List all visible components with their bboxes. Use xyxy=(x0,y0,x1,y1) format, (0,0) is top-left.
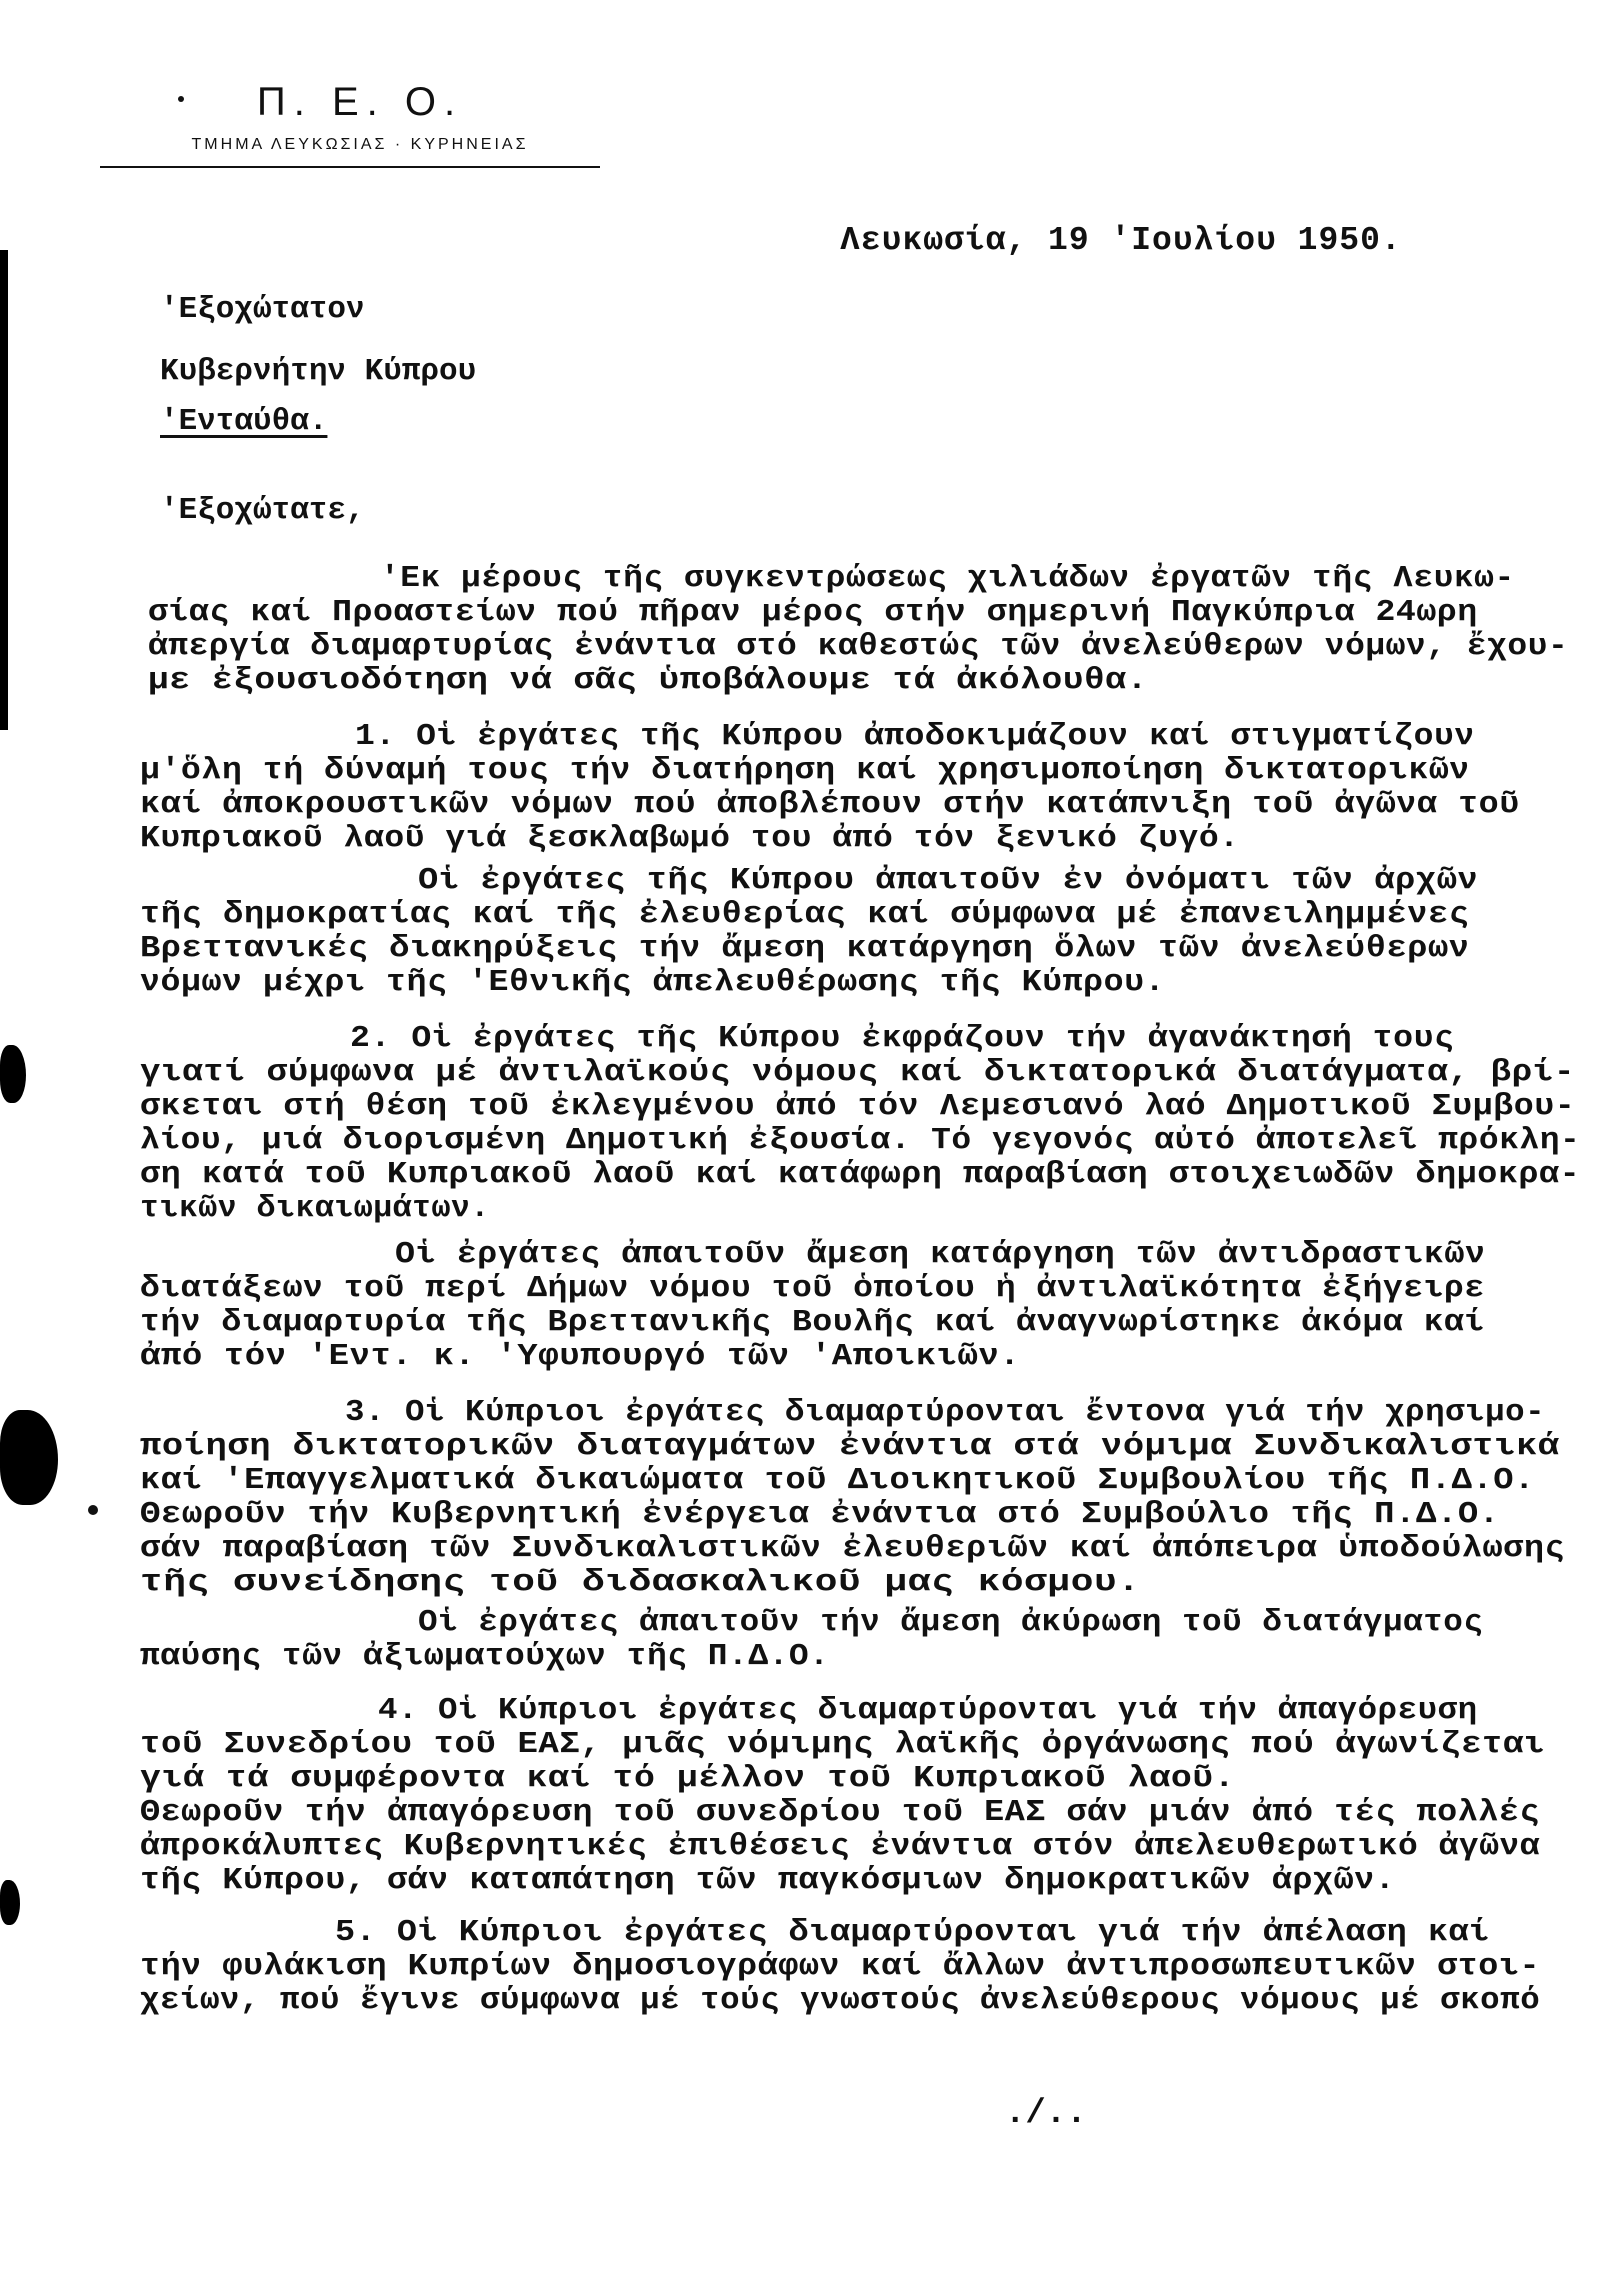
body-line: με ἐξουσιοδότηση νά σᾶς ὑποβάλουμε τά ἀκόλουθα. xyxy=(148,663,1148,698)
body-line: τικῶν δικαιωμάτων. xyxy=(140,1191,490,1226)
body-line: ἀπό τόν 'Εντ. κ. 'Υφυπουργό τῶν 'Αποικιῶν. xyxy=(140,1339,1021,1374)
scan-edge-mark xyxy=(0,250,8,730)
addressee-line-2: Κυβερνήτην Κύπρου xyxy=(160,354,477,389)
body-line: καί 'Επαγγελματικά δικαιώματα τοῦ Διοικητικοῦ Συμβουλίου τῆς Π.Δ.Ο. xyxy=(140,1463,1535,1498)
org-subtitle: ΤΜΗΜΑ ΛΕΥΚΩΣΙΑΣ · ΚΥΡΗΝΕΙΑΣ xyxy=(191,136,529,153)
body-line: τήν διαμαρτυρία τῆς Βρεττανικῆς Βουλῆς καί ἀναγνωρίστηκε ἀκόμα καί xyxy=(140,1305,1485,1340)
body-line: Βρεττανικές διακηρύξεις τήν ἄμεση κατάργηση ὅλων τῶν ἀνελεύθερων xyxy=(140,931,1470,966)
scan-edge-mark xyxy=(0,1880,20,1925)
body-line: τήν φυλάκιση Κυπρίων δημοσιογράφων καί ἄλλων ἀντιπροσωπευτικῶν στοι- xyxy=(140,1949,1541,1984)
org-name: Π. Ε. Ο. xyxy=(256,80,464,124)
body-line: 'Εκ μέρους τῆς συγκεντρώσεως χιλιάδων ἐργατῶν τῆς Λευκω- xyxy=(380,561,1515,596)
body-line: παύσης τῶν ἀξιωματούχων τῆς Π.Δ.Ο. xyxy=(140,1639,830,1674)
body-line: Οἱ ἐργάτες τῆς Κύπρου ἀπαιτοῦν ἐν ὀνόματι τῶν ἀρχῶν xyxy=(418,863,1479,898)
body-line: λίου, μιά διορισμένη Δημοτική ἐξουσία. Τό γεγονός αὐτό ἀποτελεῖ πρόκλη- xyxy=(140,1123,1581,1158)
body-line: καί ἀποκρουστικῶν νόμων πού ἀποβλέπουν στήν κατάπνιξη τοῦ ἀγῶνα τοῦ xyxy=(140,787,1520,822)
letterhead xyxy=(100,78,620,156)
body-line: ποίηση δικτατορικῶν διαταγμάτων ἐνάντια στά νόμιμα Συνδικαλιστικά xyxy=(140,1429,1560,1464)
body-line: Κυπριακοῦ λαοῦ γιά ξεσκλαβωμό του ἀπό τόν ξενικό ζυγό. xyxy=(140,821,1240,856)
body-line: Οἱ ἐργάτες ἀπαιτοῦν ἄμεση κατάργηση τῶν ἀντιδραστικῶν xyxy=(395,1237,1486,1272)
body-line: Θεωροῦν τήν ἀπαγόρευση τοῦ συνεδρίου τοῦ ΕΑΣ σάν μιάν ἀπό τές πολλές xyxy=(140,1795,1541,1830)
body-line: τῆς Κύπρου, σάν καταπάτηση τῶν παγκόσμιων δημοκρατικῶν ἀρχῶν. xyxy=(140,1863,1396,1898)
body-line: ση κατά τοῦ Κυπριακοῦ λαοῦ καί κατάφωρη παραβίαση στοιχειωδῶν δημοκρα- xyxy=(140,1157,1581,1192)
scan-edge-mark xyxy=(0,1045,26,1103)
body-line: τῆς δημοκρατίας καί τῆς ἐλευθερίας καί σύμφωνα μέ ἐπανειλημμένες xyxy=(140,897,1470,932)
body-line: 4. Οἱ Κύπριοι ἐργάτες διαμαρτύρονται γιά τήν ἀπαγόρευση xyxy=(378,1693,1478,1728)
body-line: διατάξεων τοῦ περί Δήμων νόμου τοῦ ὁποίου ἡ ἀντιλαϊκότητα ἐξήγειρε xyxy=(140,1271,1485,1306)
page-continuation-mark: ./.. xyxy=(1005,2095,1087,2133)
salutation: 'Εξοχώτατε, xyxy=(160,493,365,528)
body-line: μ'ὅλη τή δύναμή τους τήν διατήρηση καί χρησιμοποίηση δικτατορικῶν xyxy=(140,753,1470,788)
body-line: 1. Οἱ ἐργάτες τῆς Κύπρου ἀποδοκιμάζουν καί στιγματίζουν xyxy=(355,719,1475,754)
date-line: Λευκωσία, 19 'Ιουλίου 1950. xyxy=(840,222,1402,259)
body-line: νόμων μέχρι τῆς 'Εθνικῆς ἀπελευθέρωσης τῆς Κύπρου. xyxy=(140,965,1166,1000)
body-line: Θεωροῦν τήν Κυβερνητική ἐνέργεια ἐνάντια στό Συμβούλιο τῆς Π.Δ.Ο. xyxy=(140,1497,1500,1532)
addressee-line-1: 'Εξοχώτατον xyxy=(160,292,365,327)
scan-edge-mark xyxy=(0,1410,58,1505)
body-line: ἀπροκάλυπτες Κυβερνητικές ἐπιθέσεις ἐνάντια στόν ἀπελευθερωτικό ἀγῶνα xyxy=(140,1829,1541,1864)
body-line: τῆς συνείδησης τοῦ διδασκαλικοῦ μας κόσμου. xyxy=(140,1565,1141,1600)
body-line: σάν παραβίαση τῶν Συνδικαλιστικῶν ἐλευθεριῶν καί ἀπόπειρα ὑποδούλωσης xyxy=(140,1531,1566,1566)
body-line: γιατί σύμφωνα μέ ἀντιλαϊκούς νόμους καί δικτατορικά διατάγματα, βρί- xyxy=(140,1055,1576,1090)
addressee-line-3: 'Ενταύθα. xyxy=(160,404,328,439)
body-line: γιά τά συμφέροντα καί τό μέλλον τοῦ Κυπριακοῦ λαοῦ. xyxy=(140,1761,1236,1796)
body-line: σίας καί Προαστείων πού πῆραν μέρος στήν σημερινή Παγκύπρια 24ωρη xyxy=(148,595,1478,630)
letterhead-rule xyxy=(100,166,600,168)
body-line: 3. Οἱ Κύπριοι ἐργάτες διαμαρτύρονται ἔντονα γιά τήν χρησιμο- xyxy=(345,1395,1546,1430)
body-line: σκεται στή θέση τοῦ ἐκλεγμένου ἀπό τόν Λεμεσιανό λαό Δημοτικοῦ Συμβου- xyxy=(140,1089,1576,1124)
body-line: Οἱ ἐργάτες ἀπαιτοῦν τήν ἄμεση ἀκύρωση τοῦ διατάγματος xyxy=(418,1605,1484,1640)
body-line: τοῦ Συνεδρίου τοῦ ΕΑΣ, μιᾶς νόμιμης λαϊκῆς ὀργάνωσης πού ἀγωνίζεται xyxy=(140,1727,1545,1762)
scan-speck xyxy=(88,1505,98,1515)
body-line: 5. Οἱ Κύπριοι ἐργάτες διαμαρτύρονται γιά τήν ἀπέλαση καί xyxy=(335,1915,1490,1950)
body-line: ἀπεργία διαμαρτυρίας ἐνάντια στό καθεστώς τῶν ἀνελεύθερων νόμων, ἔχου- xyxy=(148,629,1569,664)
body-line: 2. Οἱ ἐργάτες τῆς Κύπρου ἐκφράζουν τήν ἀγανάκτησή τους xyxy=(350,1021,1455,1056)
body-line: χείων, πού ἔγινε σύμφωνα μέ τούς γνωστούς ἀνελεύθερους νόμους μέ σκοπό xyxy=(140,1983,1541,2018)
